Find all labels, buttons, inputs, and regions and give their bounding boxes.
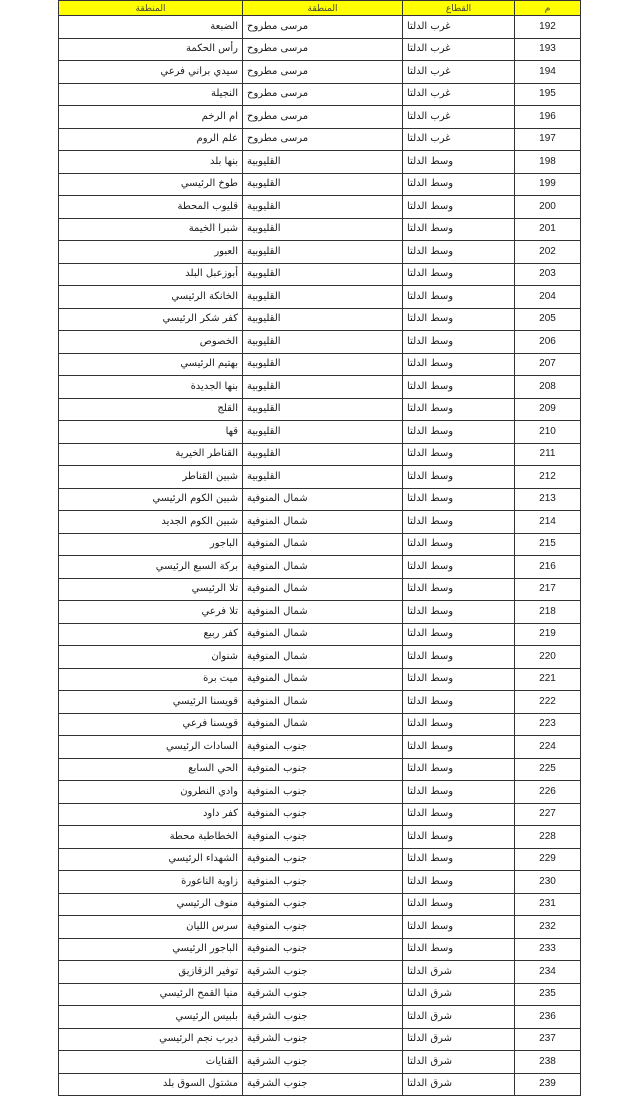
cell-area: جنوب المنوفية bbox=[243, 871, 403, 894]
cell-name: القلج bbox=[59, 398, 243, 421]
cell-number: 202 bbox=[515, 241, 581, 264]
cell-area: القليوبية bbox=[243, 331, 403, 354]
cell-sector: وسط الدلتا bbox=[403, 443, 515, 466]
cell-name: بلبيس الرئيسي bbox=[59, 1006, 243, 1029]
cell-name: السادات الرئيسي bbox=[59, 736, 243, 759]
cell-name: تلا فرعي bbox=[59, 601, 243, 624]
table-row bbox=[59, 736, 581, 759]
table-row bbox=[59, 1006, 581, 1029]
cell-name: منوف الرئيسي bbox=[59, 893, 243, 916]
cell-sector: شرق الدلتا bbox=[403, 961, 515, 984]
cell-number: 238 bbox=[515, 1051, 581, 1074]
cell-sector: وسط الدلتا bbox=[403, 488, 515, 511]
cell-name: توفير الزقازيق bbox=[59, 961, 243, 984]
cell-number: 204 bbox=[515, 286, 581, 309]
cell-name: وادي النطرون bbox=[59, 781, 243, 804]
cell-name: علم الروم bbox=[59, 128, 243, 151]
cell-number: 206 bbox=[515, 331, 581, 354]
cell-sector: شرق الدلتا bbox=[403, 1028, 515, 1051]
table-row bbox=[59, 241, 581, 264]
cell-number: 195 bbox=[515, 83, 581, 106]
cell-name: الضبعة bbox=[59, 16, 243, 39]
cell-number: 215 bbox=[515, 533, 581, 556]
table-row bbox=[59, 556, 581, 579]
table-row bbox=[59, 196, 581, 219]
table-row bbox=[59, 106, 581, 129]
cell-name: القنايات bbox=[59, 1051, 243, 1074]
cell-area: القليوبية bbox=[243, 218, 403, 241]
cell-name: الخانكة الرئيسي bbox=[59, 286, 243, 309]
cell-sector: وسط الدلتا bbox=[403, 848, 515, 871]
cell-name: الحي السابع bbox=[59, 758, 243, 781]
cell-number: 214 bbox=[515, 511, 581, 534]
cell-area: شمال المنوفية bbox=[243, 646, 403, 669]
cell-area: شمال المنوفية bbox=[243, 533, 403, 556]
cell-name: كفر شكر الرئيسي bbox=[59, 308, 243, 331]
table-row bbox=[59, 511, 581, 534]
cell-area: جنوب المنوفية bbox=[243, 781, 403, 804]
cell-area: جنوب المنوفية bbox=[243, 803, 403, 826]
cell-name: شبين القناطر bbox=[59, 466, 243, 489]
cell-number: 199 bbox=[515, 173, 581, 196]
table-row bbox=[59, 308, 581, 331]
cell-name: بنها بلد bbox=[59, 151, 243, 174]
table-row bbox=[59, 893, 581, 916]
cell-sector: وسط الدلتا bbox=[403, 601, 515, 624]
cell-number: 237 bbox=[515, 1028, 581, 1051]
cell-sector: وسط الدلتا bbox=[403, 646, 515, 669]
table-row bbox=[59, 488, 581, 511]
table-row bbox=[59, 263, 581, 286]
table-row bbox=[59, 398, 581, 421]
cell-area: القليوبية bbox=[243, 286, 403, 309]
cell-area: جنوب المنوفية bbox=[243, 916, 403, 939]
cell-area: القليوبية bbox=[243, 151, 403, 174]
cell-sector: غرب الدلتا bbox=[403, 16, 515, 39]
cell-area: شمال المنوفية bbox=[243, 511, 403, 534]
cell-name: تلا الرئيسي bbox=[59, 578, 243, 601]
cell-name: منيا القمح الرئيسي bbox=[59, 983, 243, 1006]
cell-number: 228 bbox=[515, 826, 581, 849]
header-row bbox=[59, 1, 581, 16]
cell-sector: غرب الدلتا bbox=[403, 61, 515, 84]
table-row bbox=[59, 713, 581, 736]
cell-number: 231 bbox=[515, 893, 581, 916]
cell-sector: وسط الدلتا bbox=[403, 938, 515, 961]
cell-name: الباجور bbox=[59, 533, 243, 556]
cell-sector: وسط الدلتا bbox=[403, 826, 515, 849]
table-row bbox=[59, 691, 581, 714]
cell-name: الخطاطبة محطة bbox=[59, 826, 243, 849]
cell-area: مرسى مطروح bbox=[243, 83, 403, 106]
cell-sector: وسط الدلتا bbox=[403, 398, 515, 421]
cell-sector: وسط الدلتا bbox=[403, 713, 515, 736]
cell-name: ديرب نجم الرئيسي bbox=[59, 1028, 243, 1051]
header-sector: القطاع bbox=[403, 1, 515, 16]
cell-sector: وسط الدلتا bbox=[403, 623, 515, 646]
cell-number: 229 bbox=[515, 848, 581, 871]
cell-area: جنوب المنوفية bbox=[243, 826, 403, 849]
cell-name: بهتيم الرئيسي bbox=[59, 353, 243, 376]
cell-sector: وسط الدلتا bbox=[403, 893, 515, 916]
table-row bbox=[59, 16, 581, 39]
cell-name: النجيلة bbox=[59, 83, 243, 106]
cell-name: شبين الكوم الجديد bbox=[59, 511, 243, 534]
cell-area: شمال المنوفية bbox=[243, 556, 403, 579]
cell-number: 222 bbox=[515, 691, 581, 714]
cell-area: شمال المنوفية bbox=[243, 623, 403, 646]
table-row bbox=[59, 871, 581, 894]
cell-area: القليوبية bbox=[243, 308, 403, 331]
cell-number: 223 bbox=[515, 713, 581, 736]
table-row bbox=[59, 128, 581, 151]
table-row bbox=[59, 151, 581, 174]
cell-number: 205 bbox=[515, 308, 581, 331]
cell-number: 227 bbox=[515, 803, 581, 826]
cell-sector: وسط الدلتا bbox=[403, 218, 515, 241]
cell-name: طوخ الرئيسي bbox=[59, 173, 243, 196]
cell-area: القليوبية bbox=[243, 353, 403, 376]
cell-number: 213 bbox=[515, 488, 581, 511]
table-row bbox=[59, 331, 581, 354]
cell-sector: وسط الدلتا bbox=[403, 691, 515, 714]
cell-name: الشهداء الرئيسي bbox=[59, 848, 243, 871]
cell-name: مشتول السوق بلد bbox=[59, 1073, 243, 1096]
cell-sector: وسط الدلتا bbox=[403, 466, 515, 489]
cell-number: 226 bbox=[515, 781, 581, 804]
cell-number: 219 bbox=[515, 623, 581, 646]
table-row bbox=[59, 421, 581, 444]
cell-sector: شرق الدلتا bbox=[403, 983, 515, 1006]
cell-area: شمال المنوفية bbox=[243, 691, 403, 714]
cell-number: 200 bbox=[515, 196, 581, 219]
cell-sector: وسط الدلتا bbox=[403, 421, 515, 444]
cell-name: ام الرخم bbox=[59, 106, 243, 129]
cell-number: 230 bbox=[515, 871, 581, 894]
cell-number: 236 bbox=[515, 1006, 581, 1029]
cell-area: القليوبية bbox=[243, 466, 403, 489]
header-number: م bbox=[515, 1, 581, 16]
cell-name: سرس الليان bbox=[59, 916, 243, 939]
table-row bbox=[59, 961, 581, 984]
cell-area: القليوبية bbox=[243, 443, 403, 466]
table-row bbox=[59, 466, 581, 489]
cell-number: 234 bbox=[515, 961, 581, 984]
cell-number: 216 bbox=[515, 556, 581, 579]
cell-name: شنوان bbox=[59, 646, 243, 669]
table-row bbox=[59, 803, 581, 826]
cell-sector: وسط الدلتا bbox=[403, 916, 515, 939]
table-row bbox=[59, 218, 581, 241]
cell-sector: وسط الدلتا bbox=[403, 196, 515, 219]
cell-area: جنوب المنوفية bbox=[243, 736, 403, 759]
cell-name: كفر ربيع bbox=[59, 623, 243, 646]
table-row bbox=[59, 623, 581, 646]
table-row bbox=[59, 983, 581, 1006]
cell-number: 196 bbox=[515, 106, 581, 129]
table-row bbox=[59, 938, 581, 961]
cell-number: 212 bbox=[515, 466, 581, 489]
table-row bbox=[59, 286, 581, 309]
cell-name: قليوب المحطة bbox=[59, 196, 243, 219]
cell-number: 208 bbox=[515, 376, 581, 399]
cell-number: 193 bbox=[515, 38, 581, 61]
cell-sector: وسط الدلتا bbox=[403, 511, 515, 534]
cell-number: 232 bbox=[515, 916, 581, 939]
table-row bbox=[59, 443, 581, 466]
cell-name: قويسنا فرعي bbox=[59, 713, 243, 736]
cell-number: 198 bbox=[515, 151, 581, 174]
cell-sector: وسط الدلتا bbox=[403, 376, 515, 399]
cell-name: سيدي براني فرعي bbox=[59, 61, 243, 84]
cell-name: قويسنا الرئيسي bbox=[59, 691, 243, 714]
cell-number: 209 bbox=[515, 398, 581, 421]
cell-number: 194 bbox=[515, 61, 581, 84]
cell-sector: وسط الدلتا bbox=[403, 578, 515, 601]
cell-name: ميت برة bbox=[59, 668, 243, 691]
cell-number: 235 bbox=[515, 983, 581, 1006]
cell-number: 203 bbox=[515, 263, 581, 286]
cell-sector: غرب الدلتا bbox=[403, 38, 515, 61]
cell-sector: وسط الدلتا bbox=[403, 286, 515, 309]
cell-area: مرسى مطروح bbox=[243, 16, 403, 39]
cell-name: شبرا الخيمة bbox=[59, 218, 243, 241]
cell-name: قها bbox=[59, 421, 243, 444]
table-row bbox=[59, 38, 581, 61]
cell-number: 239 bbox=[515, 1073, 581, 1096]
table-row bbox=[59, 848, 581, 871]
cell-area: شمال المنوفية bbox=[243, 601, 403, 624]
header-name: المنطقة bbox=[59, 1, 243, 16]
cell-area: مرسى مطروح bbox=[243, 38, 403, 61]
cell-number: 220 bbox=[515, 646, 581, 669]
table-row bbox=[59, 1028, 581, 1051]
cell-sector: غرب الدلتا bbox=[403, 128, 515, 151]
cell-area: القليوبية bbox=[243, 241, 403, 264]
cell-number: 225 bbox=[515, 758, 581, 781]
cell-name: العبور bbox=[59, 241, 243, 264]
cell-sector: وسط الدلتا bbox=[403, 758, 515, 781]
cell-area: جنوب المنوفية bbox=[243, 938, 403, 961]
cell-name: شبين الكوم الرئيسي bbox=[59, 488, 243, 511]
cell-number: 221 bbox=[515, 668, 581, 691]
cell-sector: شرق الدلتا bbox=[403, 1073, 515, 1096]
cell-area: شمال المنوفية bbox=[243, 578, 403, 601]
table-row bbox=[59, 173, 581, 196]
cell-sector: وسط الدلتا bbox=[403, 331, 515, 354]
table-row bbox=[59, 668, 581, 691]
cell-area: مرسى مطروح bbox=[243, 106, 403, 129]
cell-area: جنوب الشرقية bbox=[243, 1051, 403, 1074]
cell-sector: وسط الدلتا bbox=[403, 151, 515, 174]
cell-name: بنها الجديدة bbox=[59, 376, 243, 399]
cell-name: زاوية الناعورة bbox=[59, 871, 243, 894]
table-body bbox=[59, 16, 581, 1096]
header-area: المنطقة bbox=[243, 1, 403, 16]
cell-area: جنوب المنوفية bbox=[243, 848, 403, 871]
table-row bbox=[59, 1051, 581, 1074]
cell-area: جنوب الشرقية bbox=[243, 961, 403, 984]
table-header bbox=[59, 1, 581, 16]
table-row bbox=[59, 601, 581, 624]
cell-sector: وسط الدلتا bbox=[403, 668, 515, 691]
cell-area: مرسى مطروح bbox=[243, 128, 403, 151]
table-row bbox=[59, 83, 581, 106]
table-row bbox=[59, 916, 581, 939]
cell-sector: وسط الدلتا bbox=[403, 173, 515, 196]
cell-area: القليوبية bbox=[243, 398, 403, 421]
cell-number: 192 bbox=[515, 16, 581, 39]
cell-sector: وسط الدلتا bbox=[403, 556, 515, 579]
cell-sector: وسط الدلتا bbox=[403, 781, 515, 804]
cell-sector: وسط الدلتا bbox=[403, 533, 515, 556]
cell-number: 197 bbox=[515, 128, 581, 151]
cell-number: 207 bbox=[515, 353, 581, 376]
cell-number: 224 bbox=[515, 736, 581, 759]
cell-sector: غرب الدلتا bbox=[403, 106, 515, 129]
cell-sector: شرق الدلتا bbox=[403, 1051, 515, 1074]
cell-area: القليوبية bbox=[243, 196, 403, 219]
table-row bbox=[59, 61, 581, 84]
table-row bbox=[59, 826, 581, 849]
cell-sector: وسط الدلتا bbox=[403, 263, 515, 286]
cell-sector: وسط الدلتا bbox=[403, 871, 515, 894]
cell-area: شمال المنوفية bbox=[243, 713, 403, 736]
cell-area: شمال المنوفية bbox=[243, 488, 403, 511]
cell-sector: وسط الدلتا bbox=[403, 241, 515, 264]
cell-name: القناطر الخيرية bbox=[59, 443, 243, 466]
cell-sector: وسط الدلتا bbox=[403, 803, 515, 826]
cell-area: القليوبية bbox=[243, 421, 403, 444]
cell-area: جنوب المنوفية bbox=[243, 893, 403, 916]
cell-number: 210 bbox=[515, 421, 581, 444]
cell-area: جنوب الشرقية bbox=[243, 1028, 403, 1051]
table-row bbox=[59, 578, 581, 601]
table-row bbox=[59, 646, 581, 669]
cell-area: القليوبية bbox=[243, 376, 403, 399]
table-row bbox=[59, 1073, 581, 1096]
cell-sector: وسط الدلتا bbox=[403, 308, 515, 331]
cell-number: 211 bbox=[515, 443, 581, 466]
cell-area: جنوب الشرقية bbox=[243, 1073, 403, 1096]
cell-name: الخصوص bbox=[59, 331, 243, 354]
cell-name: كفر داود bbox=[59, 803, 243, 826]
cell-area: جنوب الشرقية bbox=[243, 983, 403, 1006]
table-row bbox=[59, 758, 581, 781]
table-row bbox=[59, 533, 581, 556]
table-row bbox=[59, 781, 581, 804]
cell-number: 218 bbox=[515, 601, 581, 624]
cell-area: القليوبية bbox=[243, 263, 403, 286]
cell-area: جنوب المنوفية bbox=[243, 758, 403, 781]
cell-number: 201 bbox=[515, 218, 581, 241]
table-row bbox=[59, 353, 581, 376]
cell-sector: شرق الدلتا bbox=[403, 1006, 515, 1029]
cell-name: رأس الحكمة bbox=[59, 38, 243, 61]
cell-number: 217 bbox=[515, 578, 581, 601]
cell-area: مرسى مطروح bbox=[243, 61, 403, 84]
cell-name: الباجور الرئيسي bbox=[59, 938, 243, 961]
branches-table bbox=[58, 0, 581, 1096]
cell-sector: وسط الدلتا bbox=[403, 736, 515, 759]
cell-area: جنوب الشرقية bbox=[243, 1006, 403, 1029]
cell-area: شمال المنوفية bbox=[243, 668, 403, 691]
cell-number: 233 bbox=[515, 938, 581, 961]
cell-sector: غرب الدلتا bbox=[403, 83, 515, 106]
cell-sector: وسط الدلتا bbox=[403, 353, 515, 376]
cell-name: بركة السبع الرئيسي bbox=[59, 556, 243, 579]
table-row bbox=[59, 376, 581, 399]
cell-name: أبوزعبل البلد bbox=[59, 263, 243, 286]
cell-area: القليوبية bbox=[243, 173, 403, 196]
